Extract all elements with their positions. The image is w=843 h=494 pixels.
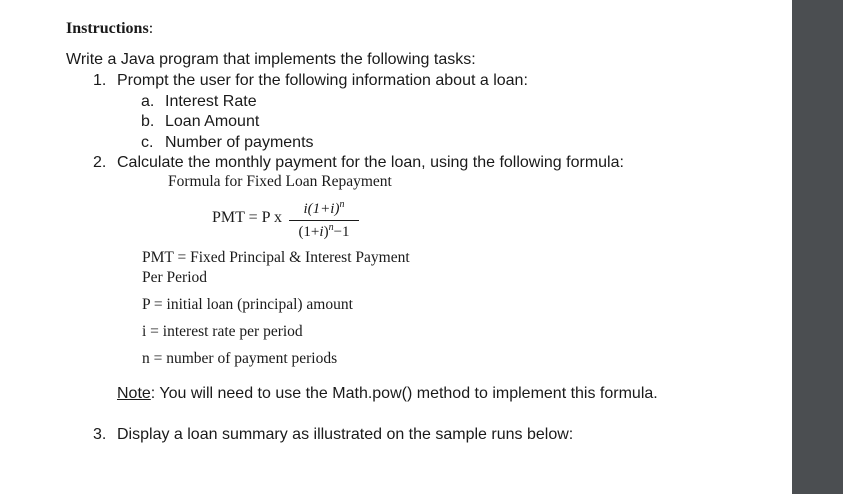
formula-fraction: [289, 199, 359, 241]
formula-denominator: $(1+i)^n-1$: [298, 222, 350, 240]
definition-p: P = initial loan (principal) amount: [142, 296, 353, 313]
subitem-a-letter: a.: [141, 93, 155, 110]
note-body: : You will need to use the Math.pow() method to implement this formula.: [150, 385, 658, 402]
task-3-number: 3.: [93, 426, 107, 443]
scrollbar[interactable]: [792, 0, 843, 494]
fraction-bar: [289, 220, 359, 221]
intro-text: Write a Java program that implements the following tasks:: [66, 51, 476, 68]
note-label: Note: [117, 385, 151, 402]
heading-bold: Instructions: [66, 20, 149, 37]
subitem-a-text: Interest Rate: [165, 93, 257, 110]
note-text: [117, 385, 658, 403]
heading-colon: :: [148, 20, 154, 37]
subitem-b-text: Loan Amount: [165, 113, 260, 130]
instructions-heading: [66, 20, 153, 38]
definition-pmt: PMT = Fixed Principal & Interest Payment: [142, 249, 410, 266]
definition-i: i = interest rate per period: [142, 323, 303, 340]
formula-numerator: $i(1+i)^n$: [303, 199, 345, 217]
task-2-number: 2.: [93, 154, 107, 171]
task-1-number: 1.: [93, 72, 107, 89]
definition-pmt-cont: Per Period: [142, 269, 208, 286]
subitem-c-text: Number of payments: [165, 134, 314, 151]
task-1-text: Prompt the user for the following information about a loan:: [117, 72, 528, 89]
task-3-text: Display a loan summary as illustrated on the sample runs below:: [117, 426, 574, 443]
task-2-text: Calculate the monthly payment for the loan, using the following formula:: [117, 154, 624, 171]
formula-title: Formula for Fixed Loan Repayment: [168, 173, 392, 190]
subitem-b-letter: b.: [141, 113, 155, 130]
subitem-c-letter: c.: [141, 134, 154, 151]
formula-lhs: PMT = P x: [212, 209, 282, 226]
definition-n: n = number of payment periods: [142, 350, 338, 367]
